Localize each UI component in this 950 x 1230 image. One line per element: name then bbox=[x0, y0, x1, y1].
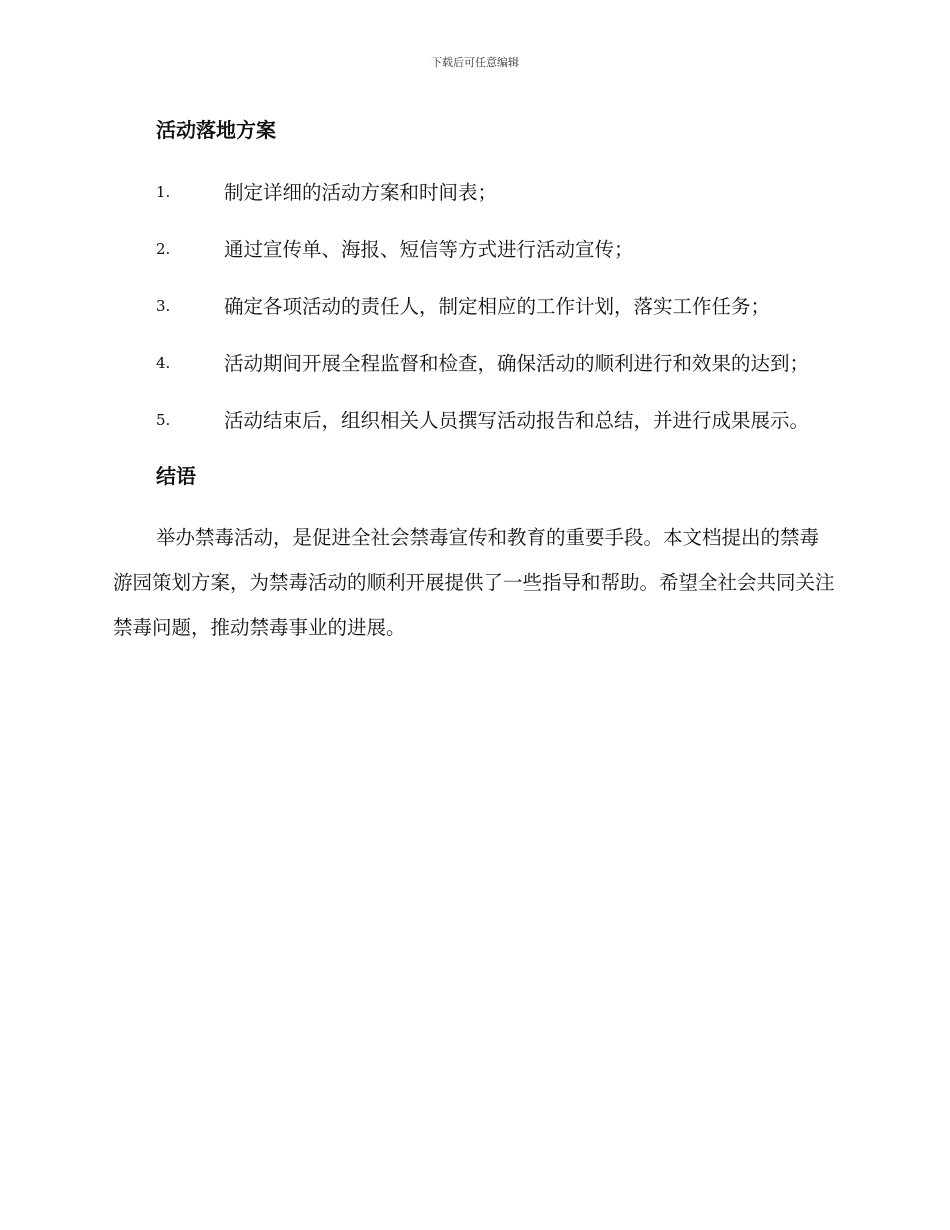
list-item-number: 2. bbox=[156, 240, 171, 258]
list-item-text: 通过宣传单、海报、短信等方式进行活动宣传； bbox=[224, 238, 634, 261]
section-title-conclusion: 结语 bbox=[156, 464, 196, 488]
list-item-number: 4. bbox=[156, 354, 171, 372]
page-header-note: 下载后可任意编辑 bbox=[431, 56, 519, 69]
list-item-text: 活动结束后，组织相关人员撰写活动报告和总结，并进行成果展示。 bbox=[224, 409, 810, 432]
list-item bbox=[113, 283, 835, 330]
list-item-text: 确定各项活动的责任人，制定相应的工作计划，落实工作任务； bbox=[224, 295, 771, 318]
plan-list bbox=[113, 169, 835, 444]
list-item-number: 3. bbox=[156, 297, 171, 315]
section-title-plan: 活动落地方案 bbox=[156, 118, 276, 142]
list-item-number: 5. bbox=[156, 411, 171, 429]
conclusion-paragraph: 举办禁毒活动，是促进全社会禁毒宣传和教育的重要手段。本文档提出的禁毒游园策划方案，为禁毒活动的顺利开展提供了一些指导和帮助。希望全社会共同关注禁毒问题，推动禁毒事业的进展。 bbox=[113, 526, 835, 639]
list-item bbox=[113, 226, 835, 273]
list-item bbox=[113, 397, 835, 444]
list-item bbox=[113, 340, 835, 387]
document-body bbox=[113, 112, 835, 650]
list-item bbox=[113, 169, 835, 216]
list-item-number: 1. bbox=[156, 183, 171, 201]
list-item-text: 制定详细的活动方案和时间表； bbox=[224, 181, 498, 204]
list-item-text: 活动期间开展全程监督和检查，确保活动的顺利进行和效果的达到； bbox=[224, 352, 810, 375]
